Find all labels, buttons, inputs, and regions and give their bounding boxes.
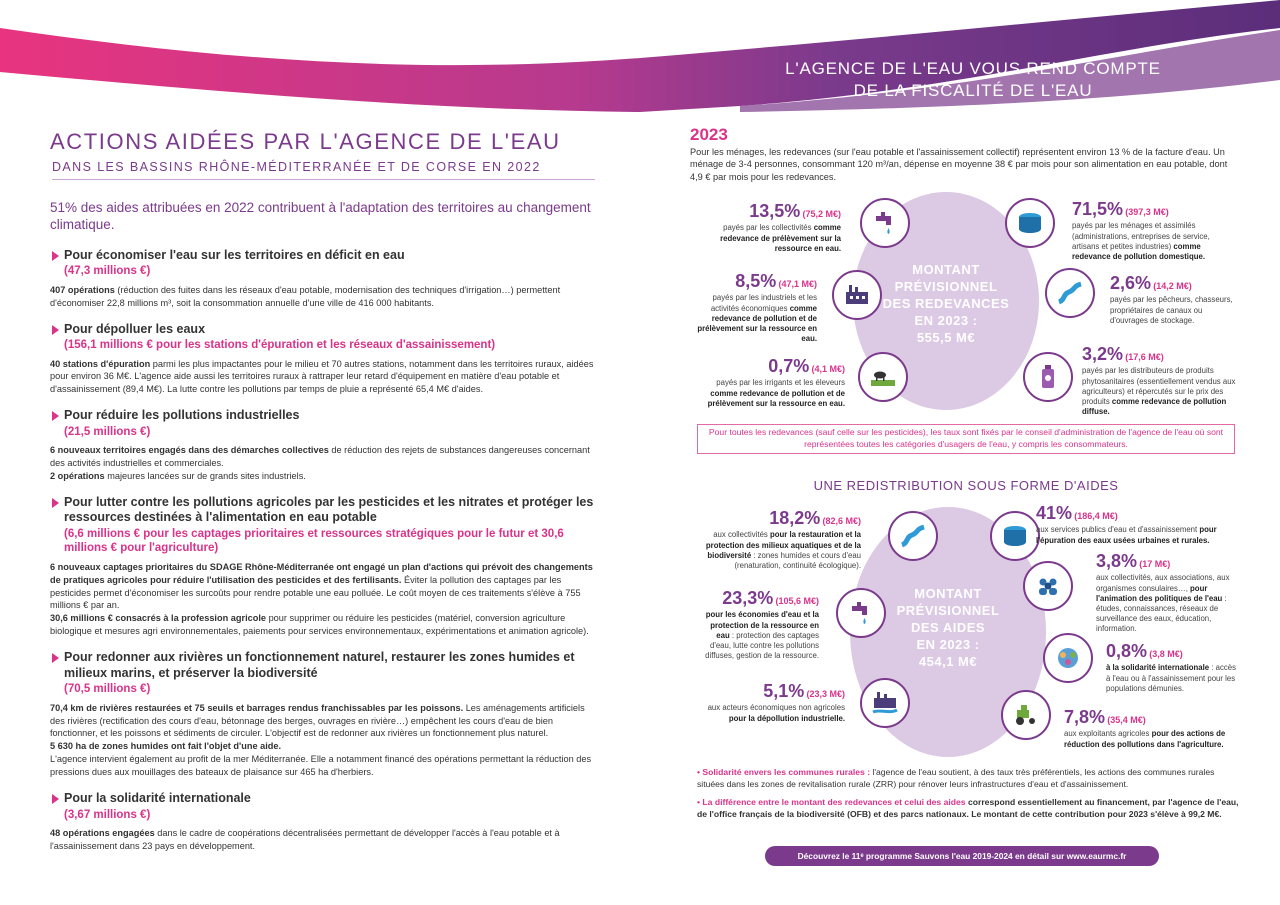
section-lead: 6 nouveaux territoires engagés dans des démarches collectives bbox=[50, 445, 329, 456]
stat-percent: 8,5 bbox=[735, 271, 761, 291]
stat-percent: 7,8 bbox=[1064, 707, 1090, 727]
people-icon bbox=[1023, 561, 1073, 611]
triangle-bullet-icon bbox=[52, 653, 59, 663]
stat-bold: pour la dépollution industrielle. bbox=[728, 713, 845, 723]
stat-text-2: : accès à l'eau ou à l'assainissement pour les populations démunies. bbox=[1106, 663, 1236, 693]
water-tank-icon bbox=[990, 511, 1040, 561]
stat-percent: 13,5 bbox=[749, 201, 785, 221]
triangle-bullet-icon bbox=[52, 251, 59, 261]
redevance-stat: 8,5% (47,1 M€) payés par les industriels et les activités économiques comme redevance de pollution et de prélèvement sur la ressource en eau. bbox=[697, 271, 817, 343]
triangle-bullet-icon bbox=[52, 794, 59, 804]
section-title: Pour dépolluer les eaux bbox=[64, 321, 206, 336]
section-water-saving bbox=[50, 248, 595, 310]
info-box: Pour toutes les redevances (sauf celle sur les pesticides), les taux sont fixés par le conseil d'administration de l'agence de l'eau où sont représentées toutes les catégories d'usagers de l'eau, y compris les consommateurs. bbox=[697, 424, 1235, 454]
stat-text: payés par les industriels et les activités économiques bbox=[710, 293, 817, 313]
stat-percent: 3,2 bbox=[1082, 344, 1108, 364]
stat-amount: (14,2 M€) bbox=[1153, 281, 1192, 291]
stat-amount: (17 M€) bbox=[1139, 559, 1171, 569]
aide-stat: 7,8% (35,4 M€) aux exploitants agricoles pour des actions de réduction des pollutions dans l'agriculture. bbox=[1064, 707, 1226, 749]
stat-text: aux collectivités bbox=[713, 530, 770, 540]
stat-text-2: : études, connaissances, réseaux de surveillance des eaux, éducation, information. bbox=[1096, 593, 1227, 634]
note-rural-solidarity: • Solidarité envers les communes rurales : l'agence de l'eau soutient, à des taux très préférentiels, les actions des communes rurales situées dans les zones de revitalisation rurale (ZRR) pour rénover leurs infrastructures d'eau et d'assainissement. bbox=[697, 767, 1215, 789]
section-title: Pour la solidarité internationale bbox=[64, 790, 251, 805]
stat-amount: (4,1 M€) bbox=[811, 364, 845, 374]
stat-bold: pour l'animation des politiques de l'eau bbox=[1096, 583, 1223, 603]
hero-title bbox=[738, 58, 1208, 102]
section-body: Les aménagements artificiels des rivières (rectification des cours d'eau, bétonnage des berges, ouvrages en rivière…) empêchent les cours d'eau de bien fonctionner, et les poissons et sédiments de circuler. L'objectif est de redonner aux rivières un fonctionnement plus naturel. bbox=[50, 702, 585, 739]
faucet-icon bbox=[836, 588, 886, 638]
section-body-2: pour supprimer ou réduire les pesticides (matériel, conversion agriculture biologique et mesures agri environnementales, paiements pour services environnementaux, expérimentations et animation agricole). bbox=[50, 613, 589, 637]
section-body-2: L'agence intervient également au profit de la mer Méditerranée. Elle a notamment financé des opérations permettant la réduction des pressions dues aux mouillages des bateaux de plaisance sur 465 ha d'herbiers. bbox=[50, 754, 592, 777]
redevance-stat: 2,6% (14,2 M€) payés par les pêcheurs, chasseurs, propriétaires de canaux ou d'ouvrages de stockage. bbox=[1110, 273, 1233, 325]
stat-bold: comme redevance de pollution diffuse. bbox=[1082, 396, 1227, 416]
stat-percent: 0,8 bbox=[1106, 641, 1132, 661]
aide-stat: 0,8% (3,8 M€) à la solidarité internationale : accès à l'eau ou à l'assainissement pour les populations démunies. bbox=[1106, 641, 1236, 693]
center-total: 454,1 M€ bbox=[918, 653, 978, 669]
stat-text: payés par les collectivités bbox=[723, 223, 814, 233]
redevances-center-text bbox=[868, 262, 1024, 346]
year-heading: 2023 bbox=[690, 125, 728, 144]
aides-center-text bbox=[868, 586, 1028, 670]
stat-percent: 41 bbox=[1036, 503, 1057, 523]
stat-text: payés par les ménages et assimilés (administrations, entreprises de service, artisans et petites industries) bbox=[1072, 221, 1210, 251]
factory-icon bbox=[832, 270, 882, 320]
section-body-2: majeures lancées sur de grands sites industriels. bbox=[104, 470, 306, 481]
section-title: Pour redonner aux rivières un fonctionnement naturel, restaurer les zones humides et milieux marins, et préserver la biodiversité bbox=[64, 650, 575, 680]
note-lead: La différence entre le montant des redevances et celui des aides bbox=[702, 797, 966, 807]
stat-bold: à la solidarité internationale bbox=[1106, 663, 1210, 673]
section-lead: 48 opérations engagées bbox=[50, 827, 155, 838]
section-lead: 407 opérations bbox=[50, 284, 115, 295]
stat-text: aux exploitants agricoles bbox=[1064, 729, 1152, 739]
hero-title-line1: L'AGENCE DE L'EAU VOUS REND COMPTE bbox=[785, 59, 1161, 78]
section-amount: (21,5 millions €) bbox=[64, 425, 151, 438]
stat-amount: (35,4 M€) bbox=[1107, 715, 1146, 725]
aide-stat: 23,3% (105,6 M€) pour les économies d'eau et la protection de la ressource en eau : protection des captages d'eau, lutte contre les pollutions diffuses, gestion de la ressource. bbox=[705, 588, 819, 660]
stat-bold: comme redevance de pollution et de prélèvement sur la ressource en eau. bbox=[707, 388, 845, 408]
hero-title-line2: DE LA FISCALITÉ DE L'EAU bbox=[853, 81, 1093, 101]
redevance-stat: 71,5% (397,3 M€) payés par les ménages et assimilés (administrations, entreprises de service, artisans et petites industries) comme redevance de pollution domestique. bbox=[1072, 199, 1210, 261]
redevance-stat: 0,7% (4,1 M€) payés par les irrigants et les éleveurs comme redevance de pollution et de prélèvement sur la ressource en eau. bbox=[707, 356, 845, 408]
section-body: parmi les plus impactantes pour le milieu et 70 autres stations, notamment dans les territoires ruraux, aidées pour environ 36 M€. L'agence aide aussi les territoires ruraux à rattraper leur retard d'équipement en matière d'eau potable et d'assainissement (89,4 M€). La lutte contre les pollutions par temps de pluie a représenté 65,4 M€ d'aides. bbox=[50, 358, 594, 395]
section-rivers bbox=[50, 650, 595, 779]
stat-percent: 0,7 bbox=[768, 356, 794, 376]
tractor-icon bbox=[1001, 690, 1051, 740]
redevance-stat: 13,5% (75,2 M€) payés par les collectivités comme redevance de prélèvement sur la ressource en eau. bbox=[720, 201, 841, 253]
stat-text: aux services publics d'eau et d'assainissement bbox=[1036, 525, 1200, 535]
section-lead: 70,4 km de rivières restaurées et 75 seuils et barrages rendus franchissables par les poissons. bbox=[50, 702, 464, 713]
stat-text-2: : zones humides et cours d'eau (renaturation, continuité écologique). bbox=[734, 550, 861, 570]
section-lead: 6 nouveaux captages prioritaires du SDAGE Rhône-Méditerranée ont engagé un plan d'actions qui prévoit des changements de pratiques agricoles pour réduire l'utilisation des pesticides et des fertilisants. bbox=[50, 561, 593, 585]
pesticide-bottle-icon bbox=[1023, 352, 1073, 402]
section-industrial bbox=[50, 408, 595, 483]
stat-bold: pour l'épuration des eaux usées urbaines et rurales. bbox=[1036, 525, 1217, 545]
stat-bold: pour la restauration et la protection des milieux aquatiques et de la biodiversité bbox=[705, 530, 861, 560]
stat-bold: pour les économies d'eau et la protection de la ressource en eau bbox=[705, 610, 819, 640]
globe-people-icon bbox=[1043, 633, 1093, 683]
page-subtitle: DANS LES BASSINS RHÔNE-MÉDITERRANÉE ET DE CORSE EN 2022 bbox=[52, 160, 595, 180]
section-amount: (47,3 millions €) bbox=[64, 265, 151, 278]
section-lead-2: 30,6 millions € consacrés à la profession agricole bbox=[50, 613, 267, 624]
note-lead: Solidarité envers les communes rurales : bbox=[702, 767, 871, 777]
note-difference: • La différence entre le montant des redevances et celui des aides correspond essentiellement au financement, par l'agence de l'eau, de l'office français de la biodiversité (OFB) et des parcs nationaux. Le montant de cette contribution pour 2023 s'élève à 99,2 M€. bbox=[697, 797, 1239, 819]
center-line: DES AIDES bbox=[910, 619, 986, 635]
stat-text: aux collectivités, aux associations, aux organismes consulaires…, bbox=[1096, 573, 1230, 593]
redistribution-title: UNE REDISTRIBUTION SOUS FORME D'AIDES bbox=[813, 478, 1119, 493]
center-line: PRÉVISIONNEL bbox=[894, 278, 998, 294]
section-title: Pour économiser l'eau sur les territoires en déficit en eau bbox=[64, 247, 405, 262]
center-line: MONTANT bbox=[914, 586, 982, 601]
river-icon bbox=[888, 511, 938, 561]
section-title: Pour lutter contre les pollutions agricoles par les pesticides et les nitrates et protéger les ressources destinées à l'alimentation en eau potable bbox=[64, 494, 594, 525]
household-text: Pour les ménages, les redevances (sur l'eau potable et l'assainissement collectif) représentent environ 13 % de la facture d'eau. Un ménage de 3-4 personnes, consommant 120 m³/an, dépense en moyenne 38 € par mois pour son alimentation en eau potable, dont 4,9 € par mois pour les redevances. bbox=[690, 147, 1228, 182]
stat-percent: 2,6 bbox=[1110, 273, 1136, 293]
stat-amount: (82,6 M€) bbox=[822, 516, 861, 526]
triangle-bullet-icon bbox=[52, 498, 59, 508]
stat-text: payés par les irrigants et les éleveurs bbox=[716, 378, 845, 388]
aide-stat: 41% (186,4 M€) aux services publics d'eau et d'assainissement pour l'épuration des eaux usées urbaines et rurales. bbox=[1036, 503, 1217, 545]
river-icon bbox=[1045, 268, 1095, 318]
stat-text: payés par les pêcheurs, chasseurs, propriétaires de canaux ou d'ouvrages de stockage. bbox=[1110, 295, 1233, 325]
center-line: MONTANT bbox=[912, 262, 980, 277]
redevance-stat: 3,2% (17,6 M€) payés par les distributeurs de produits phytosanitaires (essentiellement vendus aux agriculteurs) et répercutés sur le prix des produits comme redevance de pollution diffuse. bbox=[1082, 344, 1236, 416]
faucet-icon bbox=[860, 198, 910, 248]
section-body: (réduction des fuites dans les réseaux d'eau potable, modernisation des techniques d'irrigation…) permettent d'économiser 22,8 millions m³, soit la consommation annuelle d'une ville de 416 000 habitants. bbox=[50, 284, 561, 308]
stat-text: payés par les distributeurs de produits phytosanitaires (essentiellement vendus aux agriculteurs) et répercutés sur le prix des produits bbox=[1082, 366, 1236, 406]
aide-stat: 5,1% (23,3 M€) aux acteurs économiques non agricoles pour la dépollution industrielle. bbox=[707, 681, 845, 723]
stat-percent: 3,8 bbox=[1096, 551, 1122, 571]
stat-amount: (75,2 M€) bbox=[802, 209, 841, 219]
triangle-bullet-icon bbox=[52, 411, 59, 421]
stat-percent: 71,5 bbox=[1072, 199, 1108, 219]
stat-amount: (3,8 M€) bbox=[1149, 649, 1183, 659]
stat-bold: comme redevance de prélèvement sur la ressource en eau. bbox=[720, 223, 841, 253]
stat-bold: comme redevance de pollution et de prélèvement sur la ressource en eau. bbox=[697, 303, 817, 343]
section-lead: 40 stations d'épuration bbox=[50, 358, 151, 369]
stat-amount: (186,4 M€) bbox=[1074, 511, 1118, 521]
section-amount: (3,67 millions €) bbox=[64, 808, 151, 821]
note-body: correspond essentiellement au financement, par l'agence de l'eau, de l'office français de la biodiversité (OFB) et des parcs nationaux. Le montant de cette contribution pour 2023 s'élève à 99,2 M€. bbox=[697, 797, 1239, 819]
aide-stat: 18,2% (82,6 M€) aux collectivités pour la restauration et la protection des milieux aquatiques et de la biodiversité : zones humides et cours d'eau (renaturation, continuité écologique). bbox=[705, 508, 861, 570]
section-agricultural bbox=[50, 495, 595, 638]
stat-amount: (105,6 M€) bbox=[775, 596, 819, 606]
section-amount: (6,6 millions € pour les captages prioritaires et ressources stratégiques pour le futur et 30,6 millions € pour l'agriculture) bbox=[64, 528, 564, 555]
right-page bbox=[690, 125, 1242, 183]
section-lead-2: 5 630 ha de zones humides ont fait l'objet d'une aide. bbox=[50, 741, 282, 752]
intro-text: 51% des aides attribuées en 2022 contribuent à l'adaptation des territoires au changement climatique. bbox=[50, 200, 591, 232]
stat-text: aux acteurs économiques non agricoles bbox=[707, 703, 845, 713]
factory-icon bbox=[860, 678, 910, 728]
section-body: Éviter la pollution des captages par les pesticides permet d'économiser les surcoûts pour rendre potable une eau polluée. Le coût moyen de ces traitements s'élève à 755 millions € par an. bbox=[50, 574, 581, 611]
center-line: EN 2023 : bbox=[916, 636, 980, 652]
farm-icon bbox=[858, 352, 908, 402]
page-title: ACTIONS AIDÉES PAR L'AGENCE DE L'EAU bbox=[50, 129, 561, 154]
stat-amount: (397,3 M€) bbox=[1125, 207, 1169, 217]
section-body: de réduction des rejets de substances dangereuses concernant des activités industrielles et commerciales. bbox=[50, 445, 590, 468]
center-line: DES REDEVANCES bbox=[882, 295, 1010, 311]
stat-percent: 18,2 bbox=[769, 508, 805, 528]
section-title: Pour réduire les pollutions industrielles bbox=[64, 408, 300, 423]
stat-bold: pour des actions de réduction des pollutions dans l'agriculture. bbox=[1064, 729, 1226, 749]
center-line: EN 2023 : bbox=[914, 312, 978, 328]
note-body: l'agence de l'eau soutient, à des taux très préférentiels, les actions des communes rurales situées dans les zones de revitalisation rurale (ZRR) pour rénover leurs infrastructures d'eau et d'assainissement. bbox=[697, 767, 1215, 789]
stat-amount: (47,1 M€) bbox=[778, 279, 817, 289]
section-depollution bbox=[50, 322, 595, 397]
section-lead-2: 2 opérations bbox=[50, 470, 105, 481]
water-tank-icon bbox=[1005, 198, 1055, 248]
program-link[interactable]: Découvrez le 11ᵉ programme Sauvons l'eau 2019-2024 en détail sur www.eaurmc.fr bbox=[765, 846, 1159, 866]
section-solidarity bbox=[50, 791, 595, 853]
aide-stat: 3,8% (17 M€) aux collectivités, aux associations, aux organismes consulaires…, pour l'animation des politiques de l'eau : études, connaissances, réseaux de surveillance des eaux, éducation, information. bbox=[1096, 551, 1230, 634]
stat-percent: 5,1 bbox=[763, 681, 789, 701]
center-total: 555,5 M€ bbox=[916, 329, 976, 345]
center-line: PRÉVISIONNEL bbox=[896, 602, 1000, 618]
stat-amount: (17,6 M€) bbox=[1125, 352, 1164, 362]
triangle-bullet-icon bbox=[52, 325, 59, 335]
stat-text-2: : protection des captages d'eau, lutte contre les pollutions diffuses, gestion de la ressource. bbox=[705, 630, 819, 660]
stat-bold: comme redevance de pollution domestique. bbox=[1072, 241, 1206, 261]
section-amount: (70,5 millions €) bbox=[64, 683, 151, 696]
left-page bbox=[50, 125, 595, 865]
stat-amount: (23,3 M€) bbox=[806, 689, 845, 699]
section-amount: (156,1 millions € pour les stations d'épuration et les réseaux d'assainissement) bbox=[64, 339, 496, 352]
section-body: dans le cadre de coopérations décentralisées permettant de développer l'accès à l'eau potable et à l'assainissement dans 23 pays en développement. bbox=[50, 827, 560, 851]
stat-percent: 23,3 bbox=[722, 588, 758, 608]
